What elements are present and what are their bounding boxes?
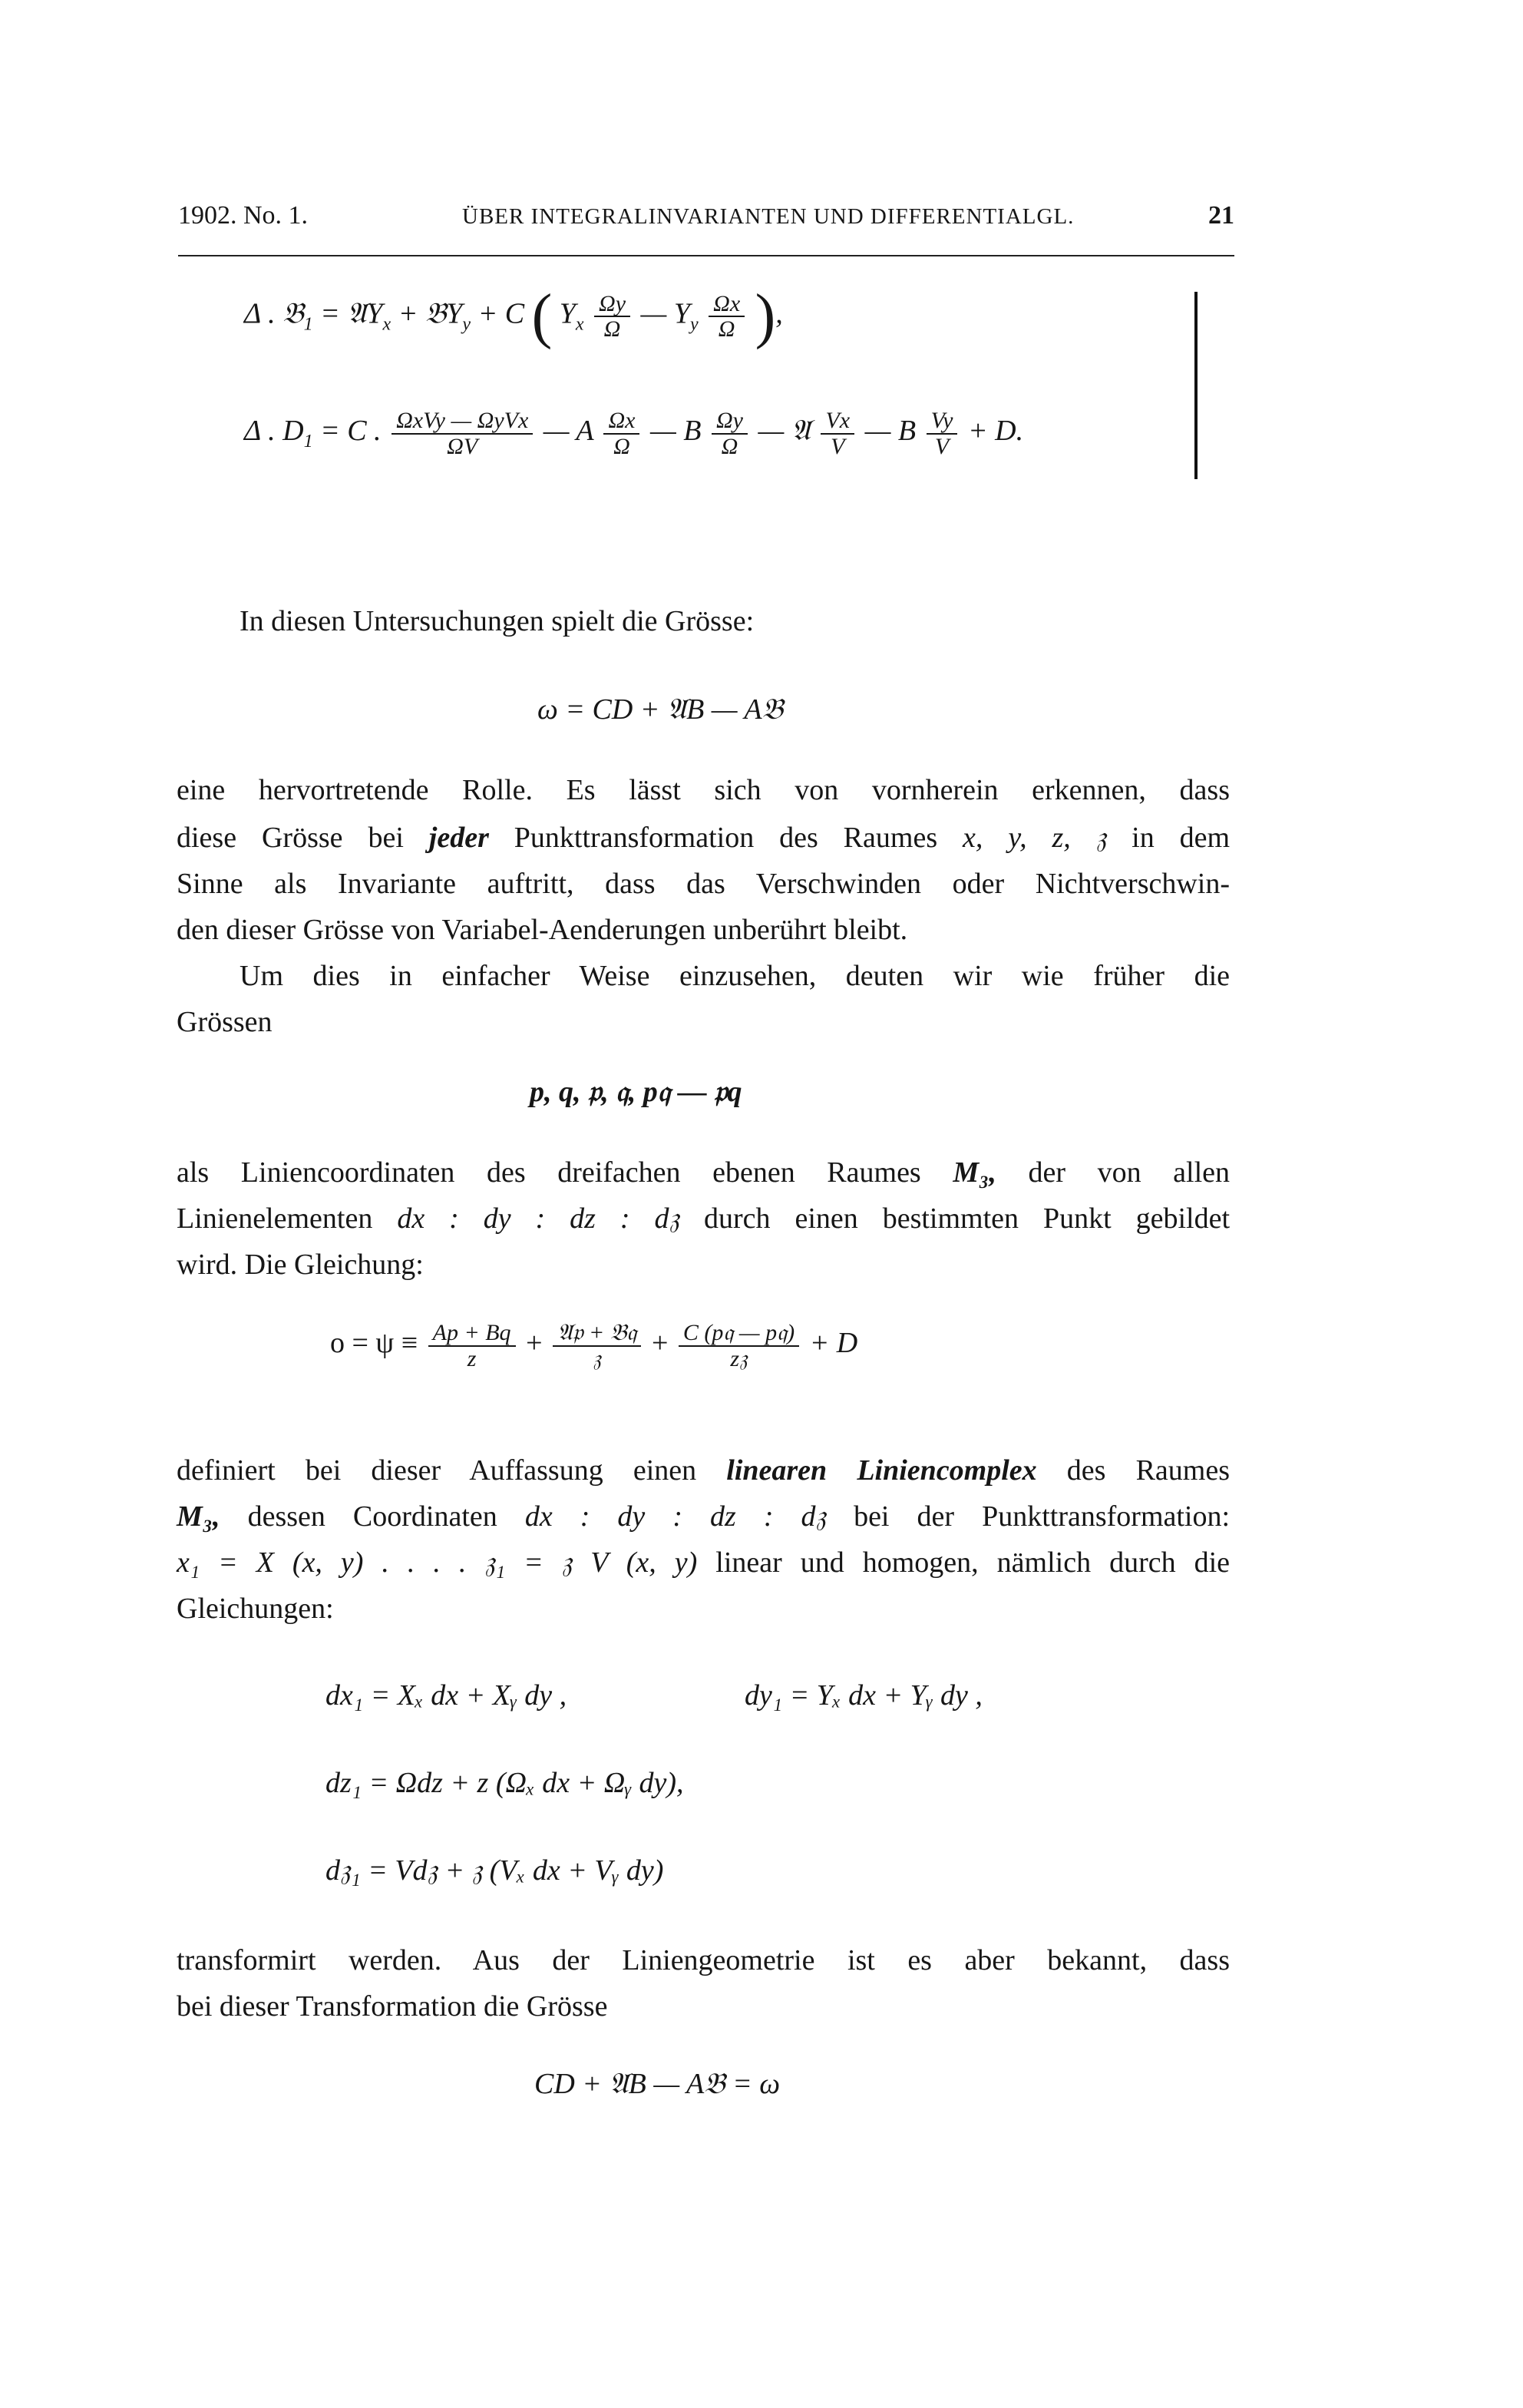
eq1-t1-pre: Y [559,297,576,330]
eq1-paren-open: ( [531,283,553,350]
psi-plus-1: + [526,1327,543,1360]
paragraph-5-line-1 [177,1456,1230,1485]
eq2-frac4-den: V [831,433,845,459]
paragraph-2-line-1: eine hervortretende Rolle. Es lässt sich von vornherein erkennen, dass [177,774,1230,806]
eq1-paren-close: ) [755,283,776,350]
p5-l3-b: linear und homogen, nämlich durch die [715,1546,1231,1579]
psi-fraction-2 [553,1321,641,1371]
p4-l1-a: als Liniencoordinaten des dreifachen ebenen Raumes [177,1156,921,1189]
eq2-frac5-den: V [934,433,950,459]
eq1-minus: — [640,297,667,330]
equation-omega: ω = CD + 𝔄B — A𝔅 [537,693,784,726]
paragraph-1: In diesen Untersuchungen spielt die Grösse: [240,605,755,637]
paragraph-5-line-2 [177,1502,1230,1531]
header-year-number: 1902. No. 1. [178,201,309,230]
eq1-frac2-den: Ω [718,316,735,342]
eq1-t2-pre: Y [673,297,690,330]
eq1-fraction-2 [709,292,745,342]
paragraph-2-line-4: den dieser Grösse von Variabel-Aenderungen unberührt bleibt. [177,914,908,946]
eq1-term-c: + C [477,297,525,330]
psi-end: + D [809,1327,858,1360]
eq2-end: + D. [967,415,1024,448]
eq2-frac4-num: Vx [821,408,854,435]
p4-l1-b: der von allen [1028,1156,1231,1189]
eq2-frac1-num: ΩxVy — ΩyVx [391,408,533,435]
equation-dx: dx₁ = Xₓ dx + Xᵧ dy , [325,1679,567,1712]
eq2-frac1-den: ΩV [447,433,478,459]
eq2-frac2-den: Ω [613,433,630,459]
eq2-c: = C . [320,415,382,448]
eq2-minus-a: — A [543,415,593,448]
eq2-frac3-num: Ωy [712,408,748,435]
equation-coordinates: p, q, 𝔭, 𝔮, p𝔮 — 𝔭q [530,1076,742,1108]
p5-l3-vars: x₁ = X (x, y) . . . . 𝔷₁ = 𝔷 V (x, y) [177,1546,698,1579]
eq1-lhs-sub: 1 [303,314,313,335]
psi-plus-2: + [651,1327,669,1360]
p2-l2-c: in dem [1132,822,1231,854]
eq2-frac3-den: Ω [721,433,738,459]
eq1-lhs: Δ . 𝔅 [244,297,304,330]
header-rule [178,255,1234,256]
eq1-term-b: + 𝔅Y [398,297,463,330]
p4-l1-var: M₃, [953,1156,996,1189]
system-bracket [1194,292,1198,479]
psi-frac2-den: 𝔷 [593,1345,602,1371]
p5-l1-a: definiert bei dieser Auffassung einen [177,1454,697,1487]
eq1-end: , [775,297,783,330]
p5-l2-b: bei der Punkttransformation: [854,1500,1231,1533]
equation-dy: dy₁ = Yₓ dx + Yᵧ dy , [745,1679,983,1712]
p2-l2-b: Punkttransformation des Raumes [514,822,938,854]
p2-l2-a: diese Grösse bei [177,822,404,854]
eq1-term-b-sub: y [462,314,471,335]
equation-b1 [244,283,783,350]
eq2-fraction-3 [712,408,748,458]
eq2-fraction-1 [391,408,533,458]
p4-l2-var: dx : dy : dz : d𝔷 [397,1202,680,1235]
paragraph-3-line-2: Grössen [177,1006,273,1038]
eq2-frac2-num: Ωx [603,408,639,435]
p4-l2-a: Linienelementen [177,1202,373,1235]
paragraph-2-line-2 [177,823,1230,852]
psi-frac3-num: C (p𝔮 — p𝔮) [679,1321,799,1347]
psi-frac2-num: 𝔄𝔭 + 𝔅𝔮 [553,1321,641,1347]
header-title: ÜBER INTEGRALINVARIANTEN UND DIFFERENTIALGL. [462,204,1075,229]
eq2-minus-frak-a: — 𝔄 [758,415,811,448]
eq2-lhs: Δ . D [244,415,304,448]
eq2-fraction-5 [927,408,958,458]
paragraph-3-line-1: Um dies in einfacher Weise einzusehen, deuten wir wie früher die [240,960,1230,992]
eq2-frac5-num: Vy [927,408,958,435]
paragraph-6-line-2: bei dieser Transformation die Grösse [177,1990,608,2023]
p5-l1-b: des Raumes [1066,1454,1230,1487]
page-number: 21 [1208,201,1234,230]
eq2-lhs-sub: 1 [303,431,313,452]
equation-final: CD + 𝔄B — A𝔅 = ω [534,2068,781,2100]
equation-d1 [244,408,1023,458]
equation-psi [330,1321,857,1371]
eq2-minus-b2: — B [864,415,917,448]
eq2-fraction-4 [821,408,854,458]
eq1-frac2-num: Ωx [709,292,745,318]
running-header [178,201,1234,244]
equation-dzeta: d𝔷₁ = Vd𝔷 + 𝔷 (Vₓ dx + Vᵧ dy) [325,1854,664,1887]
paragraph-5-line-4: Gleichungen: [177,1593,334,1625]
paragraph-4-line-1 [177,1158,1230,1187]
p2-l2-vars: x, y, z, 𝔷 [963,822,1107,854]
psi-frac1-den: z [467,1345,477,1371]
eq1-term-a-sub: x [382,314,391,335]
eq1-t1-pre-sub: x [575,314,584,335]
eq1-frac1-den: Ω [603,316,621,342]
paragraph-5-line-3 [177,1548,1230,1577]
eq1-t2-pre-sub: y [689,314,699,335]
eq1-term-a: = 𝔄Y [320,297,383,330]
psi-fraction-1 [428,1321,516,1371]
paragraph-4-line-3: wird. Die Gleichung: [177,1249,424,1281]
psi-fraction-3 [679,1321,799,1371]
eq2-minus-b: — B [649,415,702,448]
paragraph-2-line-3: Sinne als Invariante auftritt, dass das Verschwinden oder Nichtverschwin- [177,868,1230,900]
eq1-frac1-num: Ωy [594,292,630,318]
psi-lhs: o = ψ ≡ [330,1327,418,1360]
equation-dz: dz₁ = Ωdz + z (Ωₓ dx + Ωᵧ dy), [325,1767,684,1799]
paragraph-4-line-2 [177,1204,1230,1233]
p5-l1-emphasis: linearen Liniencomplex [726,1454,1037,1487]
p5-l2-var: M₃, [177,1500,220,1533]
p2-l2-emphasis: jeder [428,822,489,854]
p5-l2-a: dessen Coordinaten [247,1500,497,1533]
eq2-fraction-2 [603,408,639,458]
p4-l2-b: durch einen bestimmten Punkt gebildet [703,1202,1231,1235]
paragraph-6-line-1: transformirt werden. Aus der Liniengeometrie ist es aber bekannt, dass [177,1944,1230,1976]
psi-frac3-den: z𝔷 [730,1345,748,1371]
eq1-fraction-1 [594,292,630,342]
p5-l2-vars: dx : dy : dz : d𝔷 [524,1500,827,1533]
psi-frac1-num: Ap + Bq [428,1321,516,1347]
